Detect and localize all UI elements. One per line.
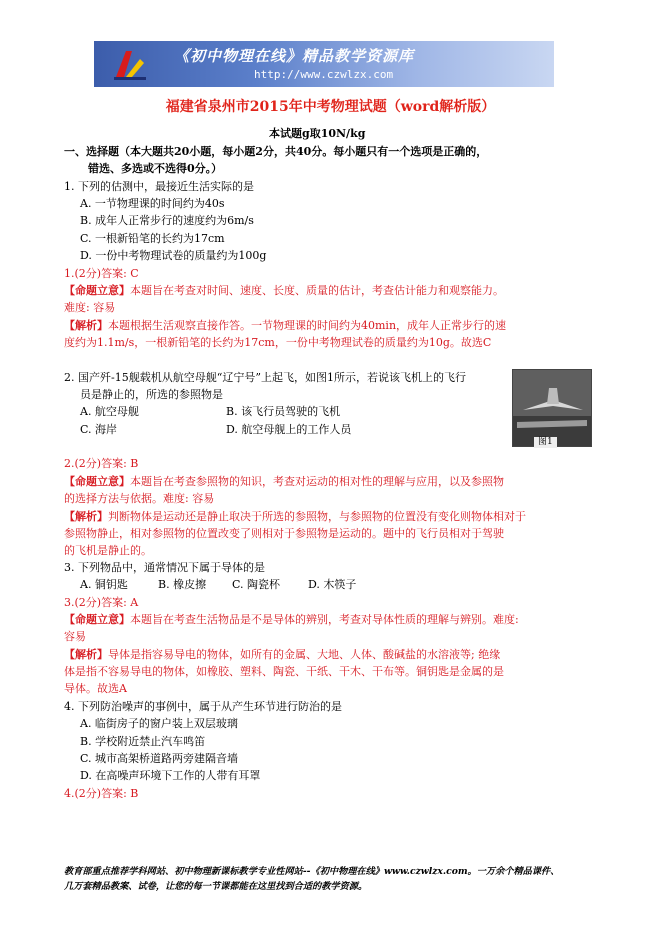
q1-option-d: D. 一份中考物理试卷的质量约为100g bbox=[80, 249, 267, 262]
q3-intent-text-2: 容易 bbox=[64, 630, 86, 643]
q2-stem-1: 2. 国产歼-15舰载机从航空母舰“辽宁号”上起飞，如图1所示，若说该飞机上的飞行 bbox=[64, 371, 466, 384]
q2-intent-tag: 【命题立意】 bbox=[64, 475, 130, 488]
q4-option-c: C. 城市高架桥道路两旁建隔音墙 bbox=[80, 752, 239, 765]
q3-intent-tag: 【命题立意】 bbox=[64, 613, 130, 626]
q2-option-b: B. 该飞行员驾驶的飞机 bbox=[226, 405, 341, 418]
q4-option-d: D. 在高噪声环境下工作的人带有耳罩 bbox=[80, 769, 261, 782]
q2-analysis-tag: 【解析】 bbox=[64, 510, 108, 523]
q2-analysis-text-3: 的飞机是静止的。 bbox=[64, 544, 152, 557]
q2-intent-text-1: 本题旨在考查参照物的知识，考查对运动的相对性的理解与应用，以及参照物 bbox=[130, 475, 504, 488]
q4-option-a: A. 临街房子的窗户装上双层玻璃 bbox=[80, 717, 238, 730]
q2-option-a: A. 航空母舰 bbox=[80, 405, 139, 418]
header-banner bbox=[94, 41, 554, 87]
figure-caption: 图1 bbox=[534, 437, 557, 448]
q3-stem: 3. 下列物品中，通常情况下属于导体的是 bbox=[64, 561, 265, 574]
q2-analysis bbox=[64, 510, 526, 524]
section-heading: 一、选择题（本大题共20小题，每小题2分，共40分。每小题只有一个选项是正确的， bbox=[64, 145, 488, 158]
q3-option-c: C. 陶瓷杯 bbox=[232, 578, 281, 591]
q2-intent-text-2: 的选择方法与依据。难度: 容易 bbox=[64, 492, 215, 505]
q3-option-b: B. 橡皮擦 bbox=[158, 578, 207, 591]
q1-option-a: A. 一节物理课的时间约为40s bbox=[80, 197, 225, 210]
banner-url[interactable]: http://www.czwlzx.com bbox=[254, 68, 394, 81]
q3-answer: 3.(2分)答案: A bbox=[64, 596, 139, 609]
section-heading-cont: 错选、多选或不选得0分。） bbox=[88, 162, 223, 175]
q1-analysis-text-2: 度约为1.1m/s，一根新铅笔的长约为17cm，一份中考物理试卷的质量约为10g。故选C bbox=[64, 336, 492, 349]
q1-intent-text: 本题旨在考查对时间、速度、长度、质量的估计，考查估计能力和观察能力。 bbox=[130, 284, 504, 297]
q3-analysis-text-1: 导体是指容易导电的物体，如所有的金属、大地、人体、酸碱盐的水溶液等; 绝缘 bbox=[108, 648, 501, 661]
q1-analysis bbox=[64, 319, 506, 333]
q2-intent bbox=[64, 475, 504, 489]
q3-intent bbox=[64, 613, 519, 627]
q4-stem: 4. 下列防治噪声的事例中，属于从产生环节进行防治的是 bbox=[64, 700, 342, 713]
q4-answer: 4.(2分)答案: B bbox=[64, 787, 139, 800]
q2-stem-2: 员是静止的，所选的参照物是 bbox=[80, 388, 223, 401]
page-footer bbox=[64, 864, 604, 894]
footer-line-2: 几万套精品教案、试卷，让您的每一节课都能在这里找到合适的教学资源。 bbox=[64, 881, 368, 892]
q3-analysis-tag: 【解析】 bbox=[64, 648, 108, 661]
q3-analysis-text-2: 体是指不容易导电的物体，如橡胶、塑料、陶瓷、干纸、干木、干布等。铜钥匙是金属的是 bbox=[64, 665, 504, 678]
q1-stem: 1. 下列的估测中，最接近生活实际的是 bbox=[64, 180, 254, 193]
q2-option-c: C. 海岸 bbox=[80, 423, 118, 436]
q2-analysis-text-1: 判断物体是运动还是静止取决于所选的参照物，与参照物的位置没有变化则物体相对于 bbox=[108, 510, 526, 523]
footer-line-1: 教育部重点推荐学科网站、初中物理新课标教学专业性网站--《初中物理在线》www.czwlzx.com。一万余个精品课件、 bbox=[64, 866, 560, 877]
q2-option-d: D. 航空母舰上的工作人员 bbox=[226, 423, 352, 436]
q3-option-d: D. 木筷子 bbox=[308, 578, 357, 591]
q3-option-a: A. 铜钥匙 bbox=[80, 578, 128, 591]
q1-option-c: C. 一根新铅笔的长约为17cm bbox=[80, 232, 225, 245]
q3-intent-text-1: 本题旨在考查生活物品是不是导体的辨别，考查对导体性质的理解与辨别。难度: bbox=[130, 613, 519, 626]
q1-intent bbox=[64, 284, 504, 298]
q1-option-b: B. 成年人正常步行的速度约为6m/s bbox=[80, 214, 254, 227]
q3-analysis-text-3: 导体。故选A bbox=[64, 682, 127, 695]
q1-analysis-tag: 【解析】 bbox=[64, 319, 108, 332]
q2-answer: 2.(2分)答案: B bbox=[64, 457, 139, 470]
document-title: 福建省泉州市2015年中考物理试题（word解析版） bbox=[165, 99, 496, 115]
q3-analysis bbox=[64, 648, 500, 662]
q1-analysis-text-1: 本题根据生活观察直接作答。一节物理课的时间约为40min，成年人正常步行的速 bbox=[108, 319, 507, 332]
q4-option-b: B. 学校附近禁止汽车鸣笛 bbox=[80, 735, 206, 748]
q1-intent-tag: 【命题立意】 bbox=[64, 284, 130, 297]
carrier-jet-photo bbox=[512, 369, 592, 447]
note-g-value: 本试题g取10N/kg bbox=[269, 127, 366, 140]
q2-analysis-text-2: 参照物静止，相对参照物的位置改变了则相对于参照物是运动的。题中的飞行员相对于驾驶 bbox=[64, 527, 504, 540]
banner-title: 《初中物理在线》精品教学资源库 bbox=[174, 47, 415, 65]
q1-difficulty: 难度: 容易 bbox=[64, 301, 116, 314]
site-logo-icon bbox=[112, 47, 148, 81]
q1-answer: 1.(2分)答案: C bbox=[64, 267, 139, 280]
